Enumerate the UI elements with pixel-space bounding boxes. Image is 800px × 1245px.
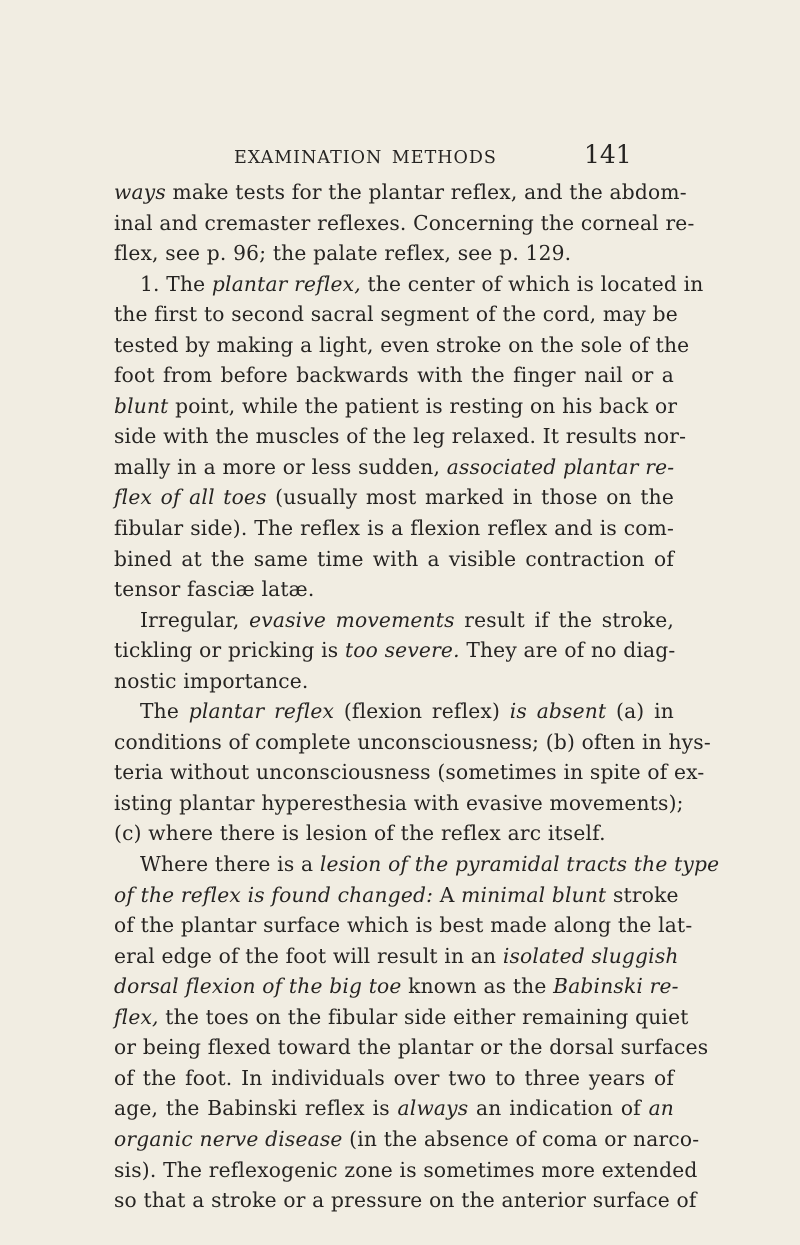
text-run: side with the muscles of the leg relaxed. It results nor- <box>114 424 687 449</box>
text-run: Irregular, <box>140 607 250 632</box>
text-run: conditions of complete unconsciousness; (b) often in hys- <box>114 729 711 754</box>
text-line <box>114 1002 689 1033</box>
text-run: bined at the same time with a visible contraction of <box>114 546 674 571</box>
text-run: tested by making a light, even stroke on the sole of the <box>114 332 690 357</box>
text-line <box>114 910 693 941</box>
text-run: the center of which is located in <box>360 271 704 296</box>
text-run: nostic importance. <box>114 668 309 693</box>
text-run: the toes on the fibular side either remaining quiet <box>158 1004 689 1029</box>
italic-text: associated plantar re- <box>446 454 675 479</box>
text-run: fibular side). The reflex is a flexion reflex and is com- <box>114 516 674 541</box>
text-run: make tests for the plantar reflex, and the abdom- <box>165 180 687 204</box>
text-run: (usually most marked in those on the <box>266 485 674 510</box>
italic-text: ways <box>114 180 166 204</box>
text-run: flex, see p. 96; the palate reflex, see p. 129. <box>114 241 572 266</box>
text-run: tensor fasciæ latæ. <box>114 577 315 602</box>
text-line <box>114 635 674 666</box>
italic-text: dorsal flexion of the big toe <box>114 974 402 999</box>
text-line <box>114 941 679 972</box>
text-line <box>114 788 684 819</box>
text-run: eral edge of the foot will result in an <box>114 943 503 968</box>
text-run: A <box>433 882 462 907</box>
italic-text: flex of all toes <box>114 485 267 510</box>
text-run: (a) in <box>606 699 674 724</box>
text-run: point, while the patient is resting on his back or <box>168 393 678 418</box>
text-line <box>114 360 674 391</box>
italic-text: evasive movements <box>249 607 455 632</box>
body-text <box>114 177 720 1216</box>
text-run: (c) where there is lesion of the reflex arc itself. <box>114 821 606 846</box>
text-line <box>114 757 705 788</box>
text-run: 1. The <box>140 271 212 296</box>
page-number: 141 <box>584 140 632 169</box>
text-run: inal and cremaster reflexes. Concerning the corneal re- <box>114 210 695 235</box>
text-line <box>114 1155 698 1186</box>
text-line <box>114 1185 697 1216</box>
text-line <box>114 299 678 330</box>
text-run: or being flexed toward the plantar or the dorsal surfaces <box>114 1035 709 1060</box>
text-line <box>114 1063 674 1094</box>
text-run: mally in a more or less sudden, <box>114 454 447 479</box>
text-run: tickling or pricking is <box>114 638 345 663</box>
italic-text: lesion of the pyramidal tracts the type <box>319 852 720 877</box>
text-line <box>114 971 679 1002</box>
text-run: of the foot. In individuals over two to three years of <box>114 1065 674 1090</box>
text-line <box>114 574 674 605</box>
text-line <box>114 1124 700 1155</box>
text-line <box>114 330 690 361</box>
text-run: known as the <box>401 974 554 999</box>
text-line <box>114 696 674 727</box>
italic-text: flex, <box>114 1004 159 1029</box>
text-line <box>114 177 687 208</box>
italic-text: an <box>648 1096 674 1121</box>
italic-text: always <box>397 1096 469 1121</box>
text-run: foot from before backwards with the finger nail or a <box>114 363 674 388</box>
text-run: teria without unconsciousness (sometimes in spite of ex- <box>114 760 705 785</box>
text-run: sis). The reflexogenic zone is sometimes more extended <box>114 1157 698 1182</box>
text-line <box>114 208 695 239</box>
italic-text: blunt <box>114 393 169 418</box>
italic-text: minimal blunt <box>461 882 607 907</box>
text-run: The <box>140 699 189 724</box>
text-run: (flexion reflex) <box>334 699 510 724</box>
text-line <box>114 818 674 849</box>
text-line <box>114 421 687 452</box>
text-run: an indication of <box>468 1096 649 1121</box>
italic-text: plantar reflex <box>188 699 335 724</box>
running-head: EXAMINATION METHODS <box>234 148 497 168</box>
text-line <box>114 880 679 911</box>
italic-text: organic nerve disease <box>114 1126 343 1151</box>
italic-text: too severe. <box>344 638 460 663</box>
text-line <box>114 605 674 636</box>
text-run: result if the stroke, <box>454 607 674 632</box>
text-line <box>114 482 674 513</box>
italic-text: Babinski re- <box>553 974 679 999</box>
italic-text: is absent <box>509 699 607 724</box>
text-run: of the plantar surface which is best made along the lat- <box>114 913 693 938</box>
text-line <box>114 544 674 575</box>
text-run: so that a stroke or a pressure on the anterior surface of <box>114 1188 697 1213</box>
text-run: stroke <box>606 882 679 907</box>
italic-text: isolated sluggish <box>502 943 679 968</box>
text-line <box>114 1032 709 1063</box>
italic-text: of the reflex is found changed: <box>114 882 434 907</box>
text-line <box>114 513 674 544</box>
text-line <box>114 666 674 697</box>
italic-text: plantar reflex, <box>211 271 361 296</box>
page-header <box>0 140 800 170</box>
text-run: the first to second sacral segment of the cord, may be <box>114 302 678 327</box>
text-line <box>114 391 678 422</box>
text-run: isting plantar hyperesthesia with evasive movements); <box>114 790 684 815</box>
text-line <box>114 849 720 880</box>
text-line <box>114 269 704 300</box>
text-line <box>114 727 711 758</box>
text-line <box>114 238 674 269</box>
text-run: age, the Babinski reflex is <box>114 1096 398 1121</box>
text-run: (in the absence of coma or narco- <box>342 1126 700 1151</box>
text-line <box>114 1093 674 1124</box>
text-run: They are of no diag- <box>459 638 676 663</box>
text-run: Where there is a <box>140 852 320 877</box>
text-line <box>114 452 674 483</box>
